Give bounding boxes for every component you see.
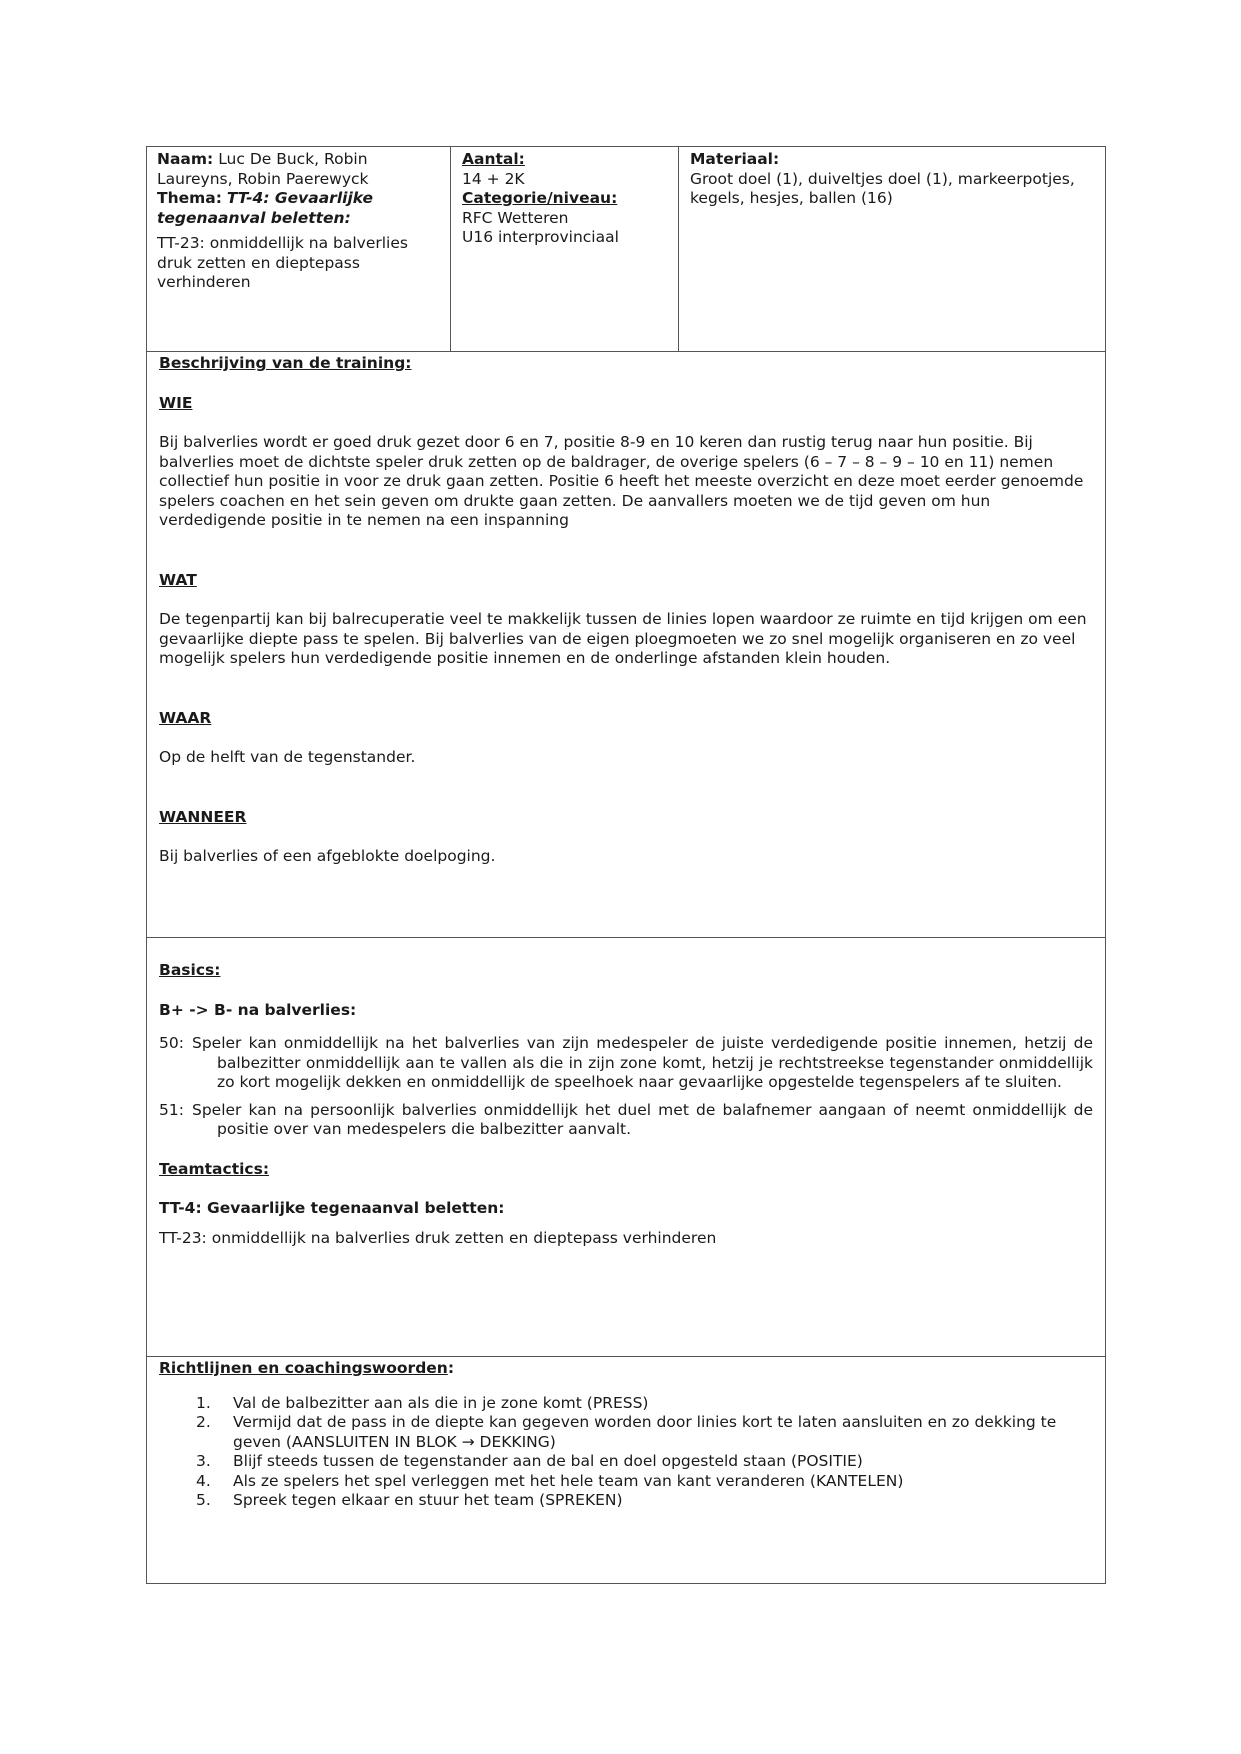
tt4-title: TT-4: Gevaarlijke tegenaanval beletten: [159,1199,505,1217]
beschrijving-title: Beschrijving van de training: [159,354,412,372]
categorie-value-level: U16 interprovinciaal [462,228,619,246]
wat-heading: WAT [159,570,197,589]
aantal-cell [451,147,679,351]
wanneer-text: Bij balverlies of een afgeblokte doelpoging. [159,847,496,865]
wie-heading: WIE [159,393,193,412]
aantal-value: 14 + 2K [462,169,525,188]
waar-heading: WAAR [159,708,212,727]
coaching-item-text: Val de balbezitter aan als die in je zone komt (PRESS) [233,1393,649,1412]
wie-text: Bij balverlies wordt er goed druk gezet door 6 en 7, positie 8-9 en 10 keren dan rustig terug naar hun positie. Bij balverlies moet de dichtste speler druk zetten op de baldrager, de overige spelers (6 – 7 – 8 – 9 – 10 en 11) nemen collectief hun positie in voor ze druk gaan zetten. Positie 6 heeft het meeste overzicht en deze moet eerder genoemde spelers coachen en het sein geven om drukte gaan zetten. De aanvallers moeten we de tijd geven om hun verdedigende positie in te nemen na een inspanning [159,433,1084,529]
coaching-item-text: Blijf steeds tussen de tegenstander aan de bal en doel opgesteld staan (POSITIE) [233,1452,863,1470]
waar-text: Op de helft van de tegenstander. [159,748,416,766]
header-row [147,147,1105,352]
thema-sub: TT-23: onmiddellijk na balverlies druk zetten en dieptepass verhinderen [157,234,408,291]
naam-cell [147,147,451,351]
coaching-item [159,1491,1093,1511]
coaching-item-number: 5. [196,1491,211,1509]
basics-section [147,938,1105,1357]
coaching-item-text: Als ze spelers het spel verleggen met het hele team van kant veranderen (KANTELEN) [233,1471,904,1490]
thema-value: TT-4: Gevaarlijke tegenaanval beletten: [157,189,374,227]
naam-label: Naam: [157,150,214,168]
basic-item-50 [159,1034,1093,1093]
basic-item-51-text: Speler kan na persoonlijk balverlies onmiddellijk het duel met de balafnemer aangaan of neemt onmiddellijk de positie over van medespelers die balbezitter aanvalt. [192,1100,1093,1138]
basics-subtitle: B+ -> B- na balverlies: [159,1000,357,1019]
basic-item-51-number: 51: [159,1100,184,1119]
coaching-item-number: 3. [196,1452,211,1470]
teamtactics-title: Teamtactics: [159,1159,270,1178]
richtlijnen-colon: : [447,1359,455,1377]
coaching-item [159,1472,1093,1492]
basic-item-50-text: Speler kan onmiddellijk na het balverlies van zijn medespeler de juiste verdedigende positie innemen, hetzij de balbezitter onmiddellijk aan te vallen als die in zijn zone komt, hetzij je rechtstreekse tegenstander onmiddellijk zo kort mogelijk dekken en onmiddellijk de speelhoek naar gevaarlijke opgestelde tegenspelers af te sluiten. [192,1034,1093,1091]
coaching-item [159,1394,1093,1414]
basic-item-51 [159,1101,1093,1140]
coaching-list [159,1394,1093,1511]
aantal-label: Aantal: [462,150,525,168]
basics-title: Basics: [159,961,221,979]
basic-item-50-number: 50: [159,1034,184,1052]
wanneer-heading: WANNEER [159,807,247,826]
tt23-text: TT-23: onmiddellijk na balverlies druk zetten en dieptepass verhinderen [159,1228,717,1247]
naam-value: Luc De Buck, Robin Laureyns, Robin Paerewyck [157,150,369,188]
beschrijving-section [147,352,1105,938]
coaching-item-number: 2. [196,1413,211,1431]
coaching-item-text: Vermijd dat de pass in de diepte kan gegeven worden door linies kort te laten aansluiten en zo dekking te geven (AANSLUITEN IN BLOK → DEKKING) [233,1413,1057,1451]
categorie-value-club: RFC Wetteren [462,208,569,227]
wat-text: De tegenpartij kan bij balrecuperatie veel te makkelijk tussen de linies lopen waardoor ze ruimte en tijd krijgen om een gevaarlijke diepte pass te spelen. Bij balverlies van de eigen ploegmoeten we zo snel mogelijk organiseren en zo veel mogelijk spelers hun verdedigende positie innemen en de onderlinge afstanden klein houden. [159,610,1087,667]
richtlijnen-heading [159,1359,1093,1379]
categorie-label: Categorie/niveau: [462,189,618,207]
richtlijnen-section [147,1357,1105,1583]
coaching-item [159,1413,1093,1452]
coaching-item-number: 4. [196,1471,211,1490]
coaching-item [159,1452,1093,1472]
materiaal-label: Materiaal: [690,150,780,168]
thema-label: Thema: [157,189,222,207]
coaching-item-text: Spreek tegen elkaar en stuur het team (SPREKEN) [233,1491,623,1509]
coaching-item-number: 1. [196,1393,211,1412]
materiaal-cell [679,147,1105,351]
training-form [146,146,1106,1584]
richtlijnen-title: Richtlijnen en coachingswoorden [159,1359,448,1377]
materiaal-value: Groot doel (1), duiveltjes doel (1), markeerpotjes, kegels, hesjes, ballen (16) [690,169,1075,207]
